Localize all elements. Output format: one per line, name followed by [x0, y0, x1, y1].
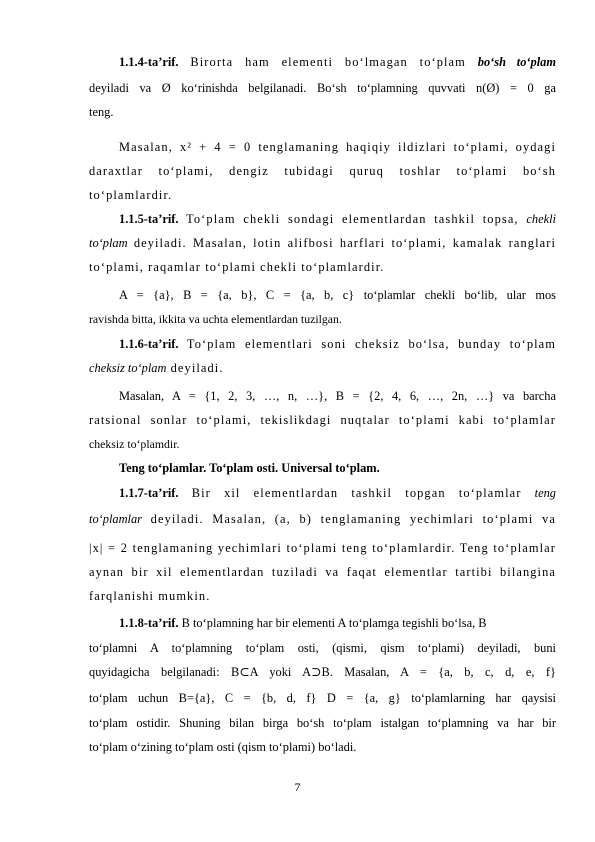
text-span: deyiladi. Masalan, lotin alifbosi harflari to‘plami, kamalak ranglari	[127, 236, 556, 250]
text-line	[89, 361, 526, 376]
text-span: Bir xil elementlardan tashkil topgan to‘plamlar	[178, 486, 535, 500]
text-span: Birorta ham elementi bo‘lmagan to‘plam	[178, 55, 478, 69]
term-empty-set: bo‘sh to‘plam	[477, 55, 556, 69]
example-line: Masalan, A = {1, 2, 3, …, n, …}, B = {2, 4, 6, …, 2n, …} va barcha	[119, 389, 556, 403]
text-line: ravishda bitta, ikkita va uchta elementlardan tuzilgan.	[89, 312, 342, 326]
definition-1-1-8-line-1	[119, 616, 556, 631]
text-line	[89, 512, 556, 527]
text-line: ratsional sonlar to‘plami, tekislikdagi nuqtalar to‘plami kabi to‘plamlar	[89, 413, 556, 427]
text-span: deyiladi.	[166, 361, 224, 375]
text-span: B to‘plamning har bir elementi A to‘plamga tegishli bo‘lsa, B	[178, 616, 487, 630]
definition-label: 1.1.8-ta’rif.	[119, 616, 179, 630]
section-heading: Teng to‘plamlar. To‘plam osti. Universal to‘plam.	[119, 461, 380, 475]
term-finite-set: to‘plam	[89, 236, 128, 250]
term-infinite-set: cheksiz to‘plam	[89, 361, 167, 375]
definition-1-1-5-line-1	[119, 212, 556, 227]
text-line: |x| = 2 tenglamaning yechimlari to‘plami teng to‘plamlardir. Teng to‘plamlar	[89, 541, 556, 555]
definition-1-1-6-line-1	[119, 337, 556, 352]
text-span: To‘plam chekli sondagi elementlardan tashkil topsa,	[178, 212, 527, 226]
text-line: to‘plami, raqamlar to‘plami chekli to‘plamlardir.	[89, 260, 385, 274]
definition-label: 1.1.7-ta’rif.	[119, 486, 179, 500]
definition-label: 1.1.4-ta’rif.	[119, 55, 179, 69]
text-line: aynan bir xil elementlardan tuziladi va faqat elementlar tartibi bilangina	[89, 565, 556, 579]
definition-1-1-7-line-1	[119, 486, 556, 501]
text-line: to‘plamni A to‘plamning to‘plam osti, (qismi, qism to‘plami) deyiladi, buni	[89, 641, 556, 655]
text-span: deyiladi. Masalan, (a, b) tenglamaning yechimlari to‘plami va	[142, 512, 556, 526]
text-line: deyiladi va Ø ko‘rinishda belgilanadi. Bo‘sh to‘plamning quvvati n(Ø) = 0 ga	[89, 81, 556, 95]
text-line: quyidagicha belgilanadi: B⊂A yoki A⊃B. Masalan, A = {a, b, c, d, e, f}	[89, 665, 556, 679]
definition-label: 1.1.6-ta’rif.	[119, 337, 179, 351]
text-line: to‘plamlardir.	[89, 188, 173, 202]
page-number: 7	[294, 780, 301, 794]
text-line: to‘plam ostidir. Shuning bilan birga bo‘sh to‘plam istalgan to‘plamning va har bir	[89, 716, 556, 730]
text-line: teng.	[89, 105, 114, 119]
example-line: Masalan, x² + 4 = 0 tenglamaning haqiqiy ildizlari to‘plami, oydagi	[119, 140, 556, 154]
example-line: A = {a}, B = {a, b}, C = {a, b, c} to‘plamlar chekli bo‘lib, ular mos	[119, 288, 556, 302]
text-line: cheksiz to‘plamdir.	[89, 437, 180, 451]
text-line: farqlanishi mumkin.	[89, 589, 211, 603]
text-span: To‘plam elementlari soni cheksiz bo‘lsa, bunday to‘plam	[178, 337, 556, 351]
text-line: daraxtlar to‘plami, dengiz tubidagi quruq toshlar to‘plami bo‘sh	[89, 164, 556, 178]
definition-1-1-4-line-1	[119, 55, 556, 70]
term-equal: teng	[534, 486, 556, 500]
text-line: to‘plam o‘zining to‘plam osti (qism to‘plami) bo‘ladi.	[89, 740, 357, 754]
term-finite: chekli	[526, 212, 556, 226]
text-line	[89, 236, 556, 251]
term-equal-sets: to‘plamlar	[89, 512, 143, 526]
text-line: to‘plam uchun B={a}, C = {b, d, f} D = {a, g} to‘plamlarning har qaysisi	[89, 691, 556, 705]
definition-label: 1.1.5-ta’rif.	[119, 212, 179, 226]
